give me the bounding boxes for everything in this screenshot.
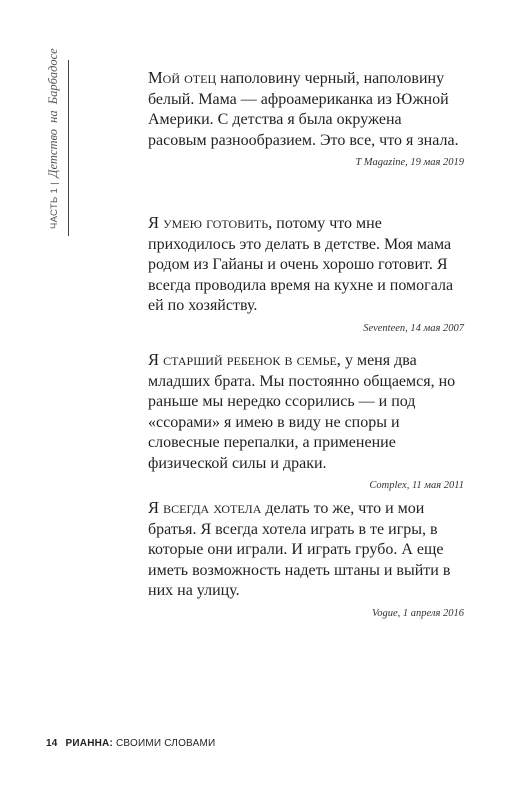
quote-text — [148, 68, 464, 151]
quote-source: Complex, 11 мая 2011 — [369, 480, 464, 491]
chapter-heading — [46, 48, 62, 229]
quote-lead: Я старший ребенок в семье, — [148, 350, 341, 369]
quote-block-4 — [148, 498, 464, 621]
page-number: 14 — [46, 738, 58, 749]
quote-lead: Мой отец — [148, 68, 217, 87]
quote-lead: Я умею готовить, — [148, 213, 273, 232]
quote-body: у меня два младших брата. Мы постоянно общаемся, но раньше мы нередко ссорились — и под «ссорами» я имею в виду не споры и словесные перепалки, а применение физической силы и драки. — [148, 352, 456, 472]
quote-text — [148, 498, 464, 602]
quote-body: наполовину черный, наполовину белый. Мама — афроамериканка из Южной Америки. С детства я была окружена расовым разнообразием. Это все, что я знала. — [148, 70, 459, 149]
part-separator: | — [49, 182, 60, 185]
quote-block-2 — [148, 213, 464, 336]
sidebar-rule — [68, 60, 69, 236]
quote-source: T Magazine, 19 мая 2019 — [355, 157, 464, 168]
part-label: ЧАСТЬ 1 — [49, 187, 60, 229]
quote-body: потому что мне приходилось это делать в детстве. Моя мама родом из Гайаны и очень хорошо готовит. Я всегда проводила время на кухне и помогала ей по хозяйству. — [148, 215, 454, 314]
page-footer — [46, 738, 215, 749]
quote-lead: Я всегда хотела — [148, 498, 262, 517]
chapter-title: Детство на Барбадосе — [46, 48, 60, 178]
quote-source: Vogue, 1 апреля 2016 — [371, 607, 464, 619]
quote-text — [148, 350, 464, 474]
quote-source: Seventeen, 14 мая 2007 — [363, 322, 464, 334]
quote-body: делать то же, что и мои братья. Я всегда хотела играть в те игры, в которые они играли. И играть грубо. А еще иметь возможность надеть штаны и выйти в них на улицу. — [148, 500, 451, 599]
quote-block-1 — [148, 68, 464, 170]
book-title: РИАННА: — [65, 738, 114, 749]
book-subtitle: СВОИМИ СЛОВАМИ — [116, 738, 216, 749]
quote-block-3 — [148, 350, 464, 493]
chapter-sidebar — [24, 48, 68, 236]
quote-text — [148, 213, 464, 317]
